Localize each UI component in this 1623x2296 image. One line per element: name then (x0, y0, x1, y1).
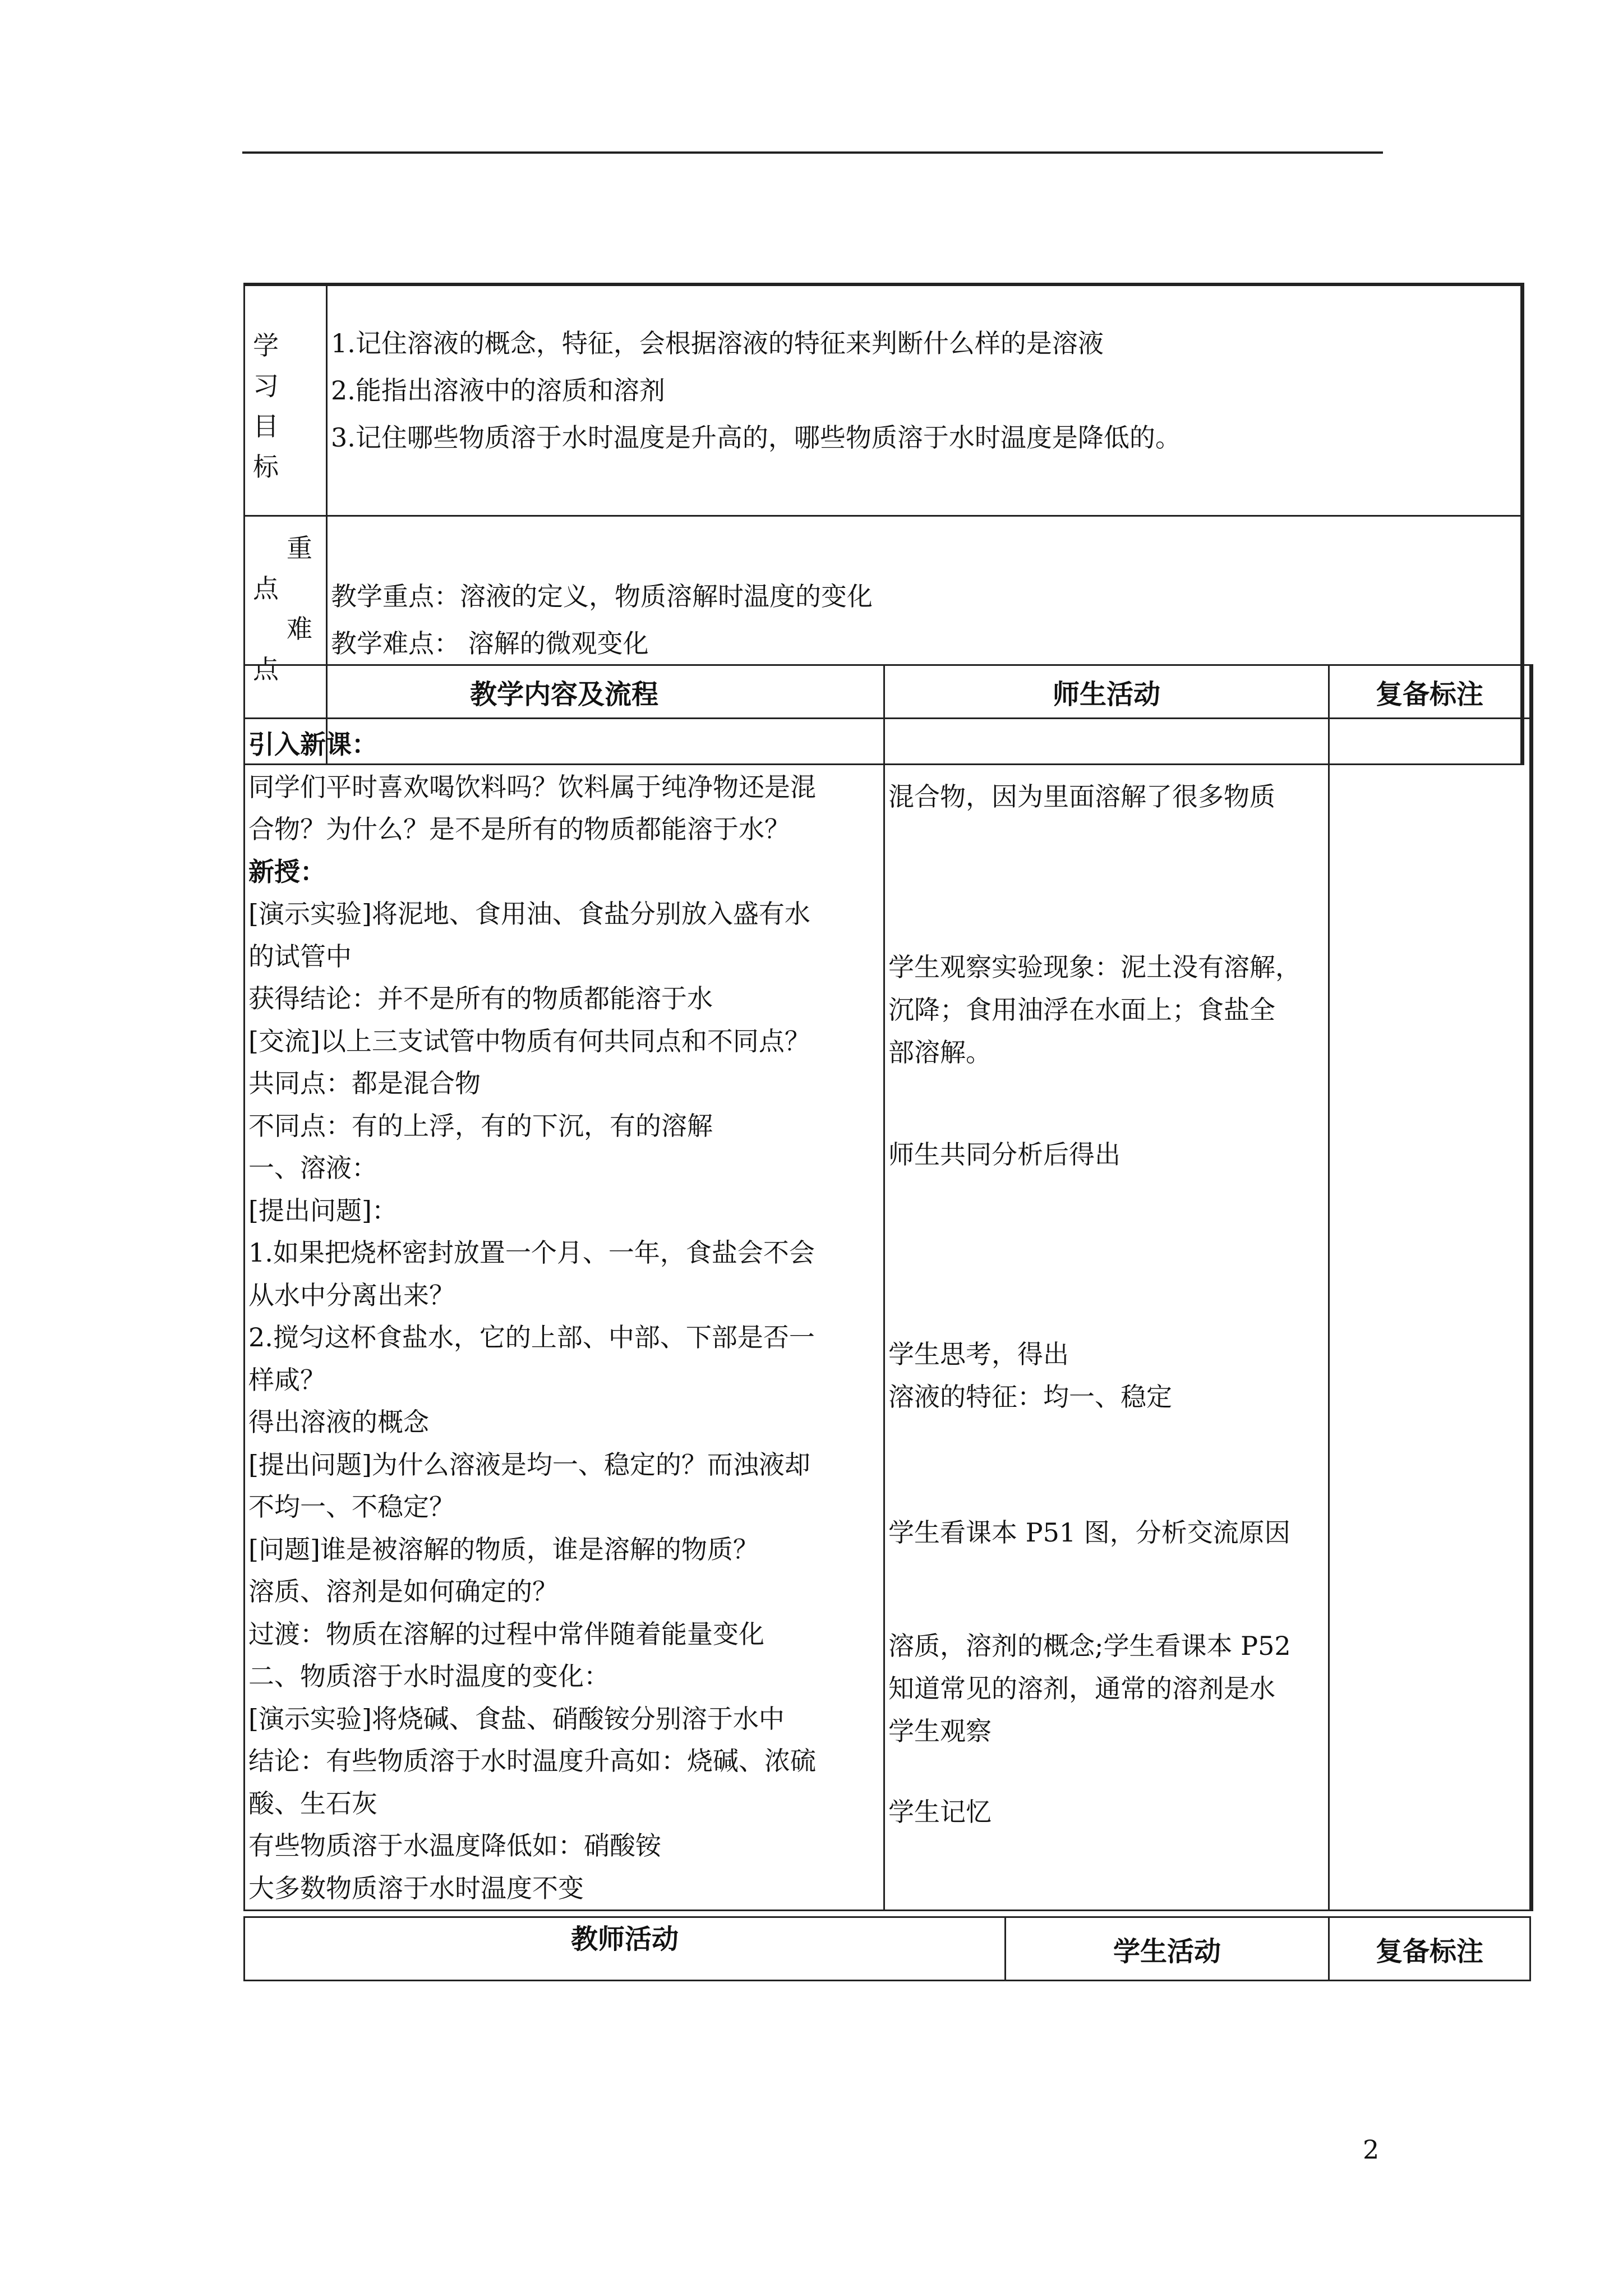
key-point-item: 教学重点：溶液的定义，物质溶解时温度的变化 (331, 581, 873, 611)
flow-line: 合物？为什么？是不是所有的物质都能溶于水？ (248, 814, 790, 844)
activity-line: 学生思考，得出 (888, 1339, 1069, 1369)
activity-line: 溶液的特征：均一、稳定 (888, 1382, 1172, 1412)
flow-line: 的试管中 (248, 941, 352, 972)
header-notes-2: 复备标注 (1329, 1917, 1530, 1981)
header-teacher-activity: 教师活动 (245, 1917, 1006, 1981)
flow-line: 新授： (248, 856, 326, 887)
header-content-flow: 教学内容及流程 (245, 665, 884, 719)
flow-line: 大多数物质溶于水时温度不变 (248, 1872, 584, 1903)
flow-line: 从水中分离出来？ (248, 1280, 455, 1310)
activity-line: 学生观察 (888, 1716, 992, 1746)
flow-line: 共同点：都是混合物 (248, 1068, 481, 1098)
flow-line: 1.如果把烧杯密封放置一个月、一年，食盐会不会 (248, 1237, 815, 1268)
activity-line: 学生观察实验现象：泥土没有溶解， (888, 952, 1301, 982)
objectives-list (327, 284, 1523, 516)
flow-line: 不均一、不稳定？ (248, 1492, 455, 1522)
flow-line: 获得结论：并不是所有的物质都能溶于水 (248, 983, 713, 1014)
activity-line: 学生看课本 P51 图，分析交流原因 (888, 1517, 1290, 1548)
header-notes: 复备标注 (1329, 665, 1532, 719)
key-point-item: 教学难点： 溶解的微观变化 (331, 628, 649, 659)
objectives-label: 学 习 目 标 (245, 284, 327, 516)
flow-line: [提出问题]为什么溶液是均一、稳定的？而浊液却 (248, 1449, 810, 1480)
activity-line: 溶质，溶剂的概念;学生看课本 P52 (888, 1631, 1291, 1661)
flow-line: 酸、生石灰 (248, 1788, 377, 1819)
objective-item: 1.记住溶液的概念，特征，会根据溶液的特征来判断什么样的是溶液 (331, 328, 1104, 358)
flow-line: 二、物质溶于水时温度的变化： (248, 1661, 610, 1691)
flow-line: 过渡：物质在溶解的过程中常伴随着能量变化 (248, 1618, 764, 1649)
header-activities: 师生活动 (884, 665, 1329, 719)
flow-line: [问题]谁是被溶解的物质，谁是溶解的物质？ (248, 1534, 759, 1565)
activity-header-table (243, 1916, 1531, 1981)
key-points-label: 重 点 难 点 (245, 516, 327, 765)
header-student-activity: 学生活动 (1006, 1917, 1329, 1981)
flow-line: 得出溶液的概念 (248, 1407, 429, 1437)
flow-line: [提出问题]： (248, 1195, 398, 1226)
activity-line: 沉降；食用油浮在水面上；食盐全 (888, 995, 1275, 1025)
flow-line: 结论：有些物质溶于水时温度升高如：烧碱、浓硫 (248, 1746, 816, 1776)
flow-line: 2.搅匀这杯食盐水，它的上部、中部、下部是否一 (248, 1322, 815, 1352)
flow-line: 不同点：有的上浮，有的下沉，有的溶解 (248, 1110, 713, 1141)
page-number: 2 (1363, 2134, 1380, 2165)
flow-line: 有些物质溶于水温度降低如：硝酸铵 (248, 1830, 661, 1861)
objective-item: 3.记住哪些物质溶于水时温度是升高的，哪些物质溶于水时温度是降低的。 (331, 422, 1181, 453)
activity-line: 学生记忆 (888, 1797, 992, 1827)
teaching-flow-table (243, 664, 1533, 1911)
flow-line: [交流]以上三支试管中物质有何共同点和不同点？ (248, 1025, 810, 1056)
flow-cell (245, 719, 884, 1911)
notes-cell (1329, 719, 1532, 1911)
objective-item: 2.能指出溶液中的溶质和溶剂 (331, 375, 665, 406)
flow-line: 样咸？ (248, 1364, 326, 1395)
flow-line: [演示实验]将泥地、食用油、食盐分别放入盛有水 (248, 899, 810, 929)
flow-line: 同学们平时喜欢喝饮料吗？饮料属于纯净物还是混 (248, 771, 816, 802)
activity-line: 师生共同分析后得出 (888, 1139, 1121, 1170)
flow-line: 溶质、溶剂是如何确定的？ (248, 1576, 558, 1607)
activity-line: 部溶解。 (888, 1037, 992, 1068)
flow-line: 引入新课： (248, 729, 377, 760)
header-rule (242, 151, 1383, 154)
flow-line: 一、溶液： (248, 1153, 377, 1183)
activities-cell (884, 719, 1329, 1911)
activity-line: 知道常见的溶剂，通常的溶剂是水 (888, 1673, 1275, 1704)
flow-line: [演示实验]将烧碱、食盐、硝酸铵分别溶于水中 (248, 1703, 785, 1734)
activity-line: 混合物，因为里面溶解了很多物质 (888, 781, 1275, 812)
